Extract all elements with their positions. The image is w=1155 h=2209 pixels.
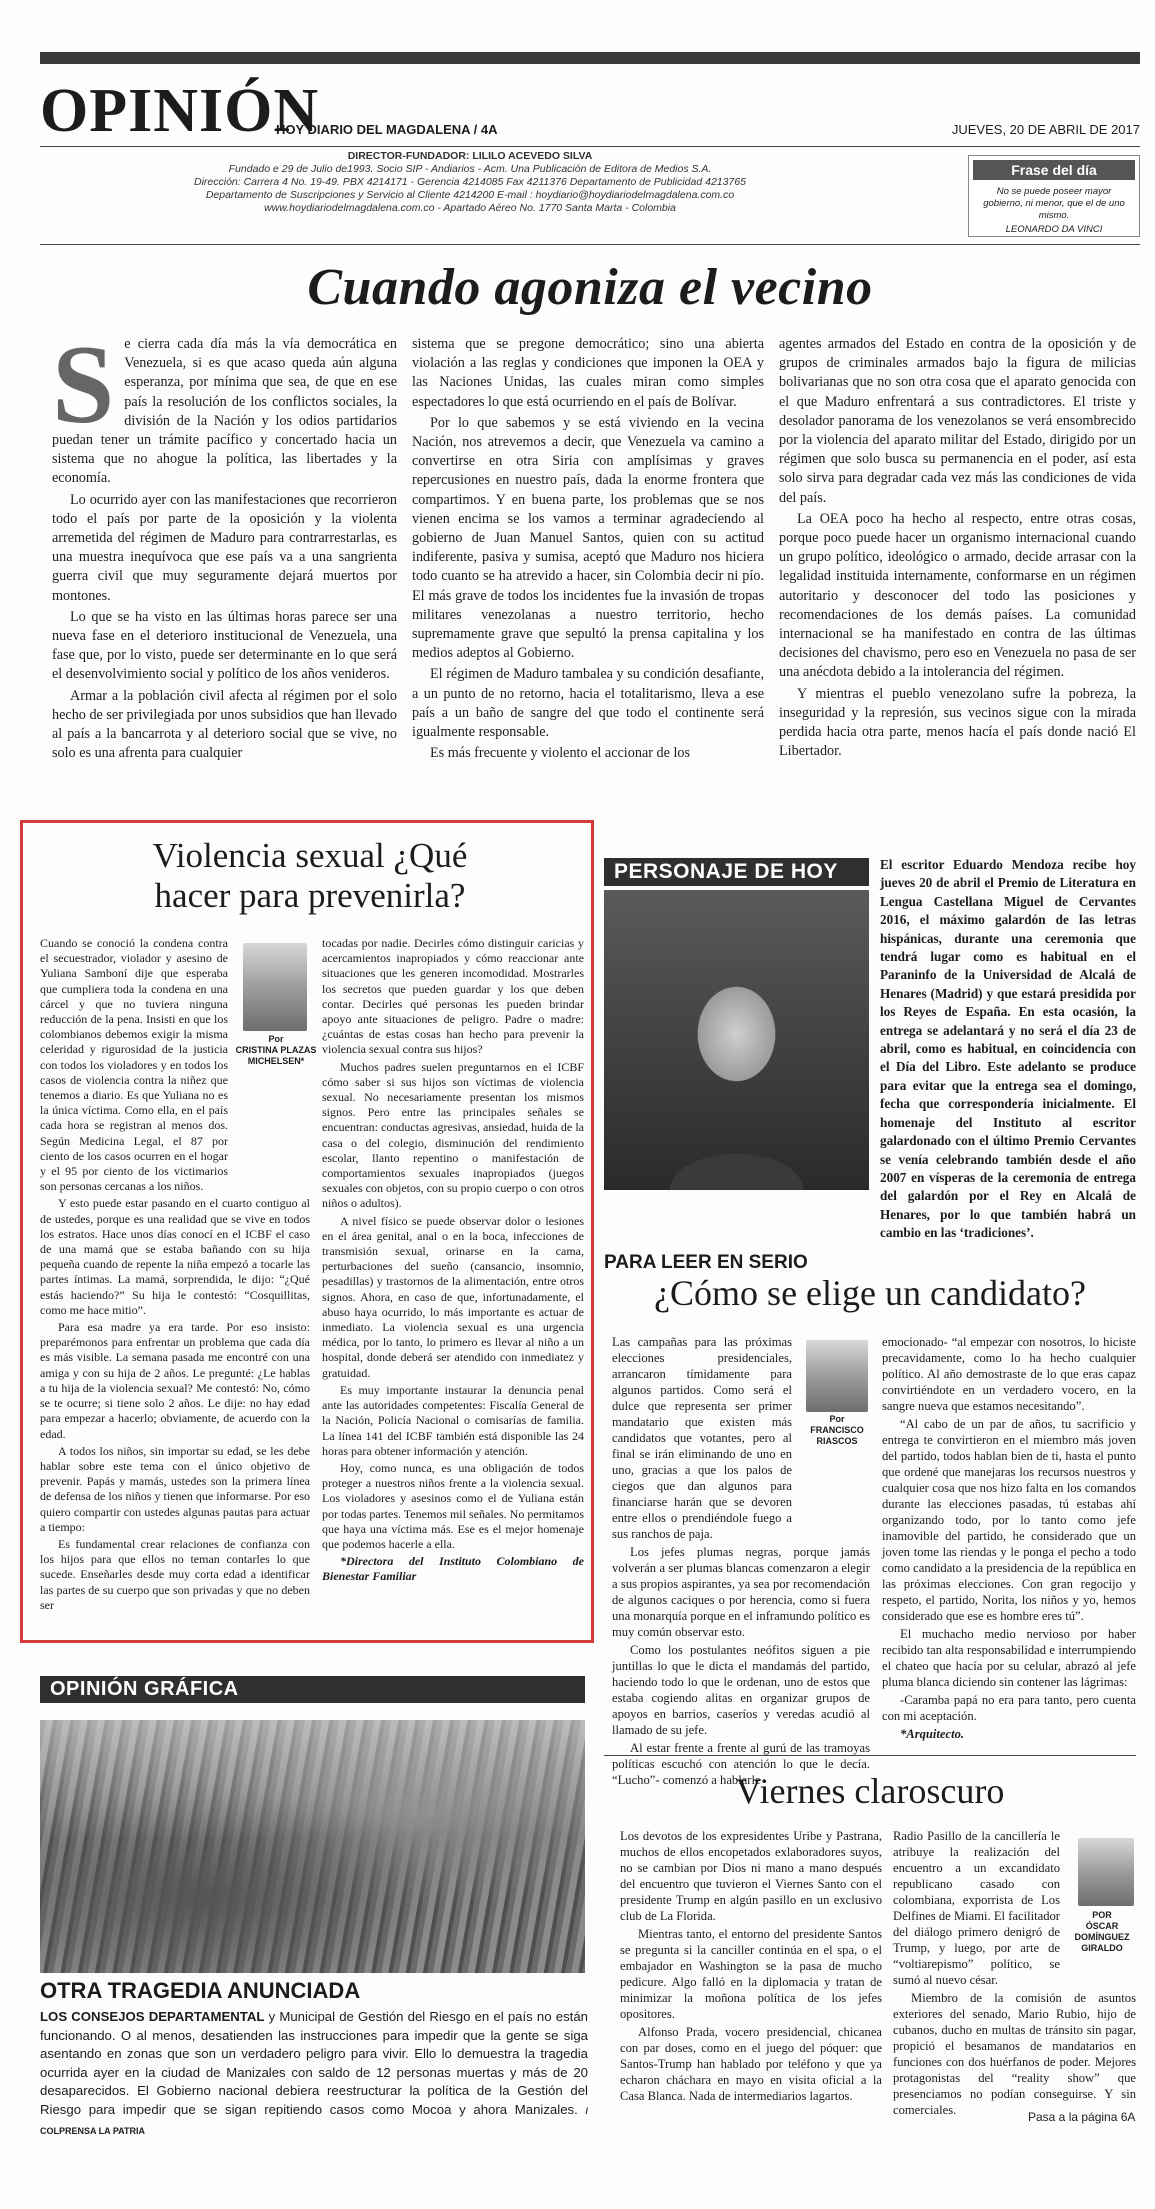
masthead	[40, 78, 1140, 144]
paragraph: Los devotos de los expresidentes Uribe y Pastrana, muchos de ellos encopetados exlaboradores suyos, no se cambian por Dios ni mano a mano después del encuentro que tuvieron el Viernes Santo con el presidente Trump en algún pasillo en un exclusivo club de La Florida.	[620, 1829, 882, 1923]
header-rule	[40, 244, 1140, 245]
credits-line-4: www.hoydiariodelmagdalena.com.co - Apartado Aéreo No. 1770 Santa Marta - Colombia	[264, 202, 676, 214]
editorial-col-2	[412, 335, 764, 765]
paragraph: Por lo que sabemos y se está viviendo en la vecina Nación, nos atrevemos a decir, que Venezuela va camino a convertirse en otra Siria con amplísimas y graves repercusiones en nuestro país, dada la enorme frontera que compartimos. Y en buena parte, los problemas que se nos vienen encima se los vamos a terminar agradeciendo al gobierno de Juan Manuel Santos, quien con su actitud indiferente, pasiva y sumisa, aceptó que Maduro nos hiciera todo cuanto se ha atrevido a hacer, sin Colombia decir ni pío. El más grave de todos los incidentes fue la invasión de tropas militares venezolanas a nuestro territorio, hecho supremamente grave que sepultó la prensa capitalina y los medios adeptos al Gobierno.	[412, 414, 764, 662]
paragraph: Para esa madre ya era tarde. Por eso insisto: preparémonos para enfrentar un problema que cada día es más visible. La semana pasada me encontré con una amiga y con su hija de 2 años. Le pregunté: ¿Le hablas a tu hija de la violencia sexual? Me contestó: No, cómo se te ocurre; si tiene solo 2 años. Le dije: no hay edad para empezar a hacerlo; obviamente, de acuerdo con la edad.	[40, 1320, 310, 1441]
paragraph: e cierra cada día más la vía democrática en Venezuela, si es que acaso queda aún alguna esperanza, por mínima que sea, de que en ese país la resolución de los conflictos sociales, la división de la Nación y los odios partidarios puedan tener un trámite pacífico y concertado hacia un sistema que no ahogue la política, las libertades y la economía.	[52, 336, 397, 487]
paragraph: Y esto puede estar pasando en el cuarto contiguo al de ustedes, porque es una realidad que se vive en todos los estratos. Hace unos días conocí en el ICBF el caso de una mamá que se estaba bañando con su hija pequeña cuando de repente la niña empezó a tocarle las partes íntimas. La mamá, sorprendida, le dijo: “¿Qué estás haciendo?” Su hija le contestó: “Cosquillitas, como me hace mitio”.	[40, 1196, 310, 1317]
paragraph	[40, 2008, 588, 2140]
byline-por: Por	[268, 1034, 284, 1044]
issue-date: JUEVES, 20 DE ABRIL DE 2017	[951, 122, 1140, 137]
section-title: OPINIÓN	[40, 77, 320, 145]
paragraph: Es muy importante instaurar la denuncia penal ante las autoridades competentes: Fiscalía General de la Nación, Policía Nacional o comisarías de familia. La línea 141 del ICBF también está disponible las 24 horas para obtener información y atención.	[322, 1382, 584, 1458]
paragraph: A nivel físico se puede observar dolor o lesiones en el área genital, anal o en la boca, infecciones de transmisión sexual, orinarse en la cama, perturbaciones del sueño (cansancio, insomnio, pesadillas) y trastornos de la alimentación, entre otros signos. Ahora, en caso de que, infortunadamente, el abuso haya ocurrido, lo más importante es actuar de inmediato. La violencia sexual es una urgencia médica, por lo tanto, lo primero es llevar al niño a un hospital, donde deberá ser atendido con inmediatez y gratuidad.	[322, 1213, 584, 1380]
paragraph: La OEA poco ha hecho al respecto, entre otras cosas, porque poco puede hacer un organismo internacional cuando un grupo político, ideológico o armado, decide arrasar con la legalidad instituida internamente, conformarse en un régimen autoritario y desconocer del todo las posiciones y recomendaciones de los demás países. La comunidad internacional se ha manifestado en contra de las últimas decisiones del chavismo, pero eso en Venezuela no pasa de ser una anécdota debido a la intolerancia del régimen.	[779, 510, 1136, 681]
grafica-title: OTRA TRAGEDIA ANUNCIADA	[40, 1978, 361, 2003]
credits-line-3: Departamento de Suscripciones y Servicio al Cliente 4214200 E-mail : hoydiario@hoydiariodelmagdalena.com.co	[205, 189, 735, 201]
paragraph: A todos los niños, sin importar su edad, se les debe hablar sobre este tema con el único objetivo de prevenir. Papás y mamás, ustedes son la primera línea de defensa de los niños y tienen que informarse. Por eso quiero compartir con ustedes algunas pautas para actuar a tiempo:	[40, 1443, 310, 1534]
viernes-col-2	[893, 1828, 1136, 2120]
director-line: DIRECTOR-FUNDADOR: LILILO ACEVEDO SILVA	[347, 150, 593, 162]
paragraph: El régimen de Maduro tambalea y su condición desafiante, a un punto de no retorno, hacia el totalitarismo, lleva a ese país a un baño de sangre del que todo el continente será igualmente responsable.	[412, 666, 764, 741]
quote-text: No se puede poseer mayor gobierno, ni menor, que el de uno mismo.	[983, 186, 1125, 221]
paragraph: El muchacho medio nervioso por haber recibido tan alta responsabilidad e interrumpiendo el chateo que hacía por su celular, abrazó al jefe pluma blanca diciendo sin contener las lágrimas:	[882, 1627, 1136, 1689]
footnote: *Arquitecto.	[900, 1727, 965, 1741]
candidato-kicker: PARA LEER EN SERIO	[604, 1252, 808, 1273]
credits-line-2: Dirección: Carrera 4 No. 19-49. PBX 4214171 - Gerencia 4214085 Fax 4211376 Departamento de Publicidad 4213765	[194, 176, 746, 188]
viernes-rule	[604, 1755, 1136, 1756]
byline-name: ÓSCAR DOMÍNGUEZ GIRALDO	[1074, 1921, 1130, 1953]
editorial-title: Cuando agoniza el vecino	[307, 259, 873, 316]
editorial-col-3	[779, 335, 1136, 763]
paragraph: agentes armados del Estado en contra de la oposición y de grupos de criminales armados bajo la figura de milicias bolivarianas que no son otra cosa que el aparato genocida con el que Maduro enfrentará a sus contradictores. El triste y desolador panorama de los venezolanos se verá ensombrecido por la violencia del aparato militar del Estado, dirigido por un régimen que solo busca su permanencia en el poder, así esta solo sirva para degradar cada vez más las condiciones de vida del país.	[779, 336, 1136, 506]
paragraph: El escritor Eduardo Mendoza recibe hoy jueves 20 de abril el Premio de Literatura en Lengua Castellana Miguel de Cervantes 2016, el máximo galardón de las letras hispánicas, durante una ceremonia que tendrá lugar como es habitual en el Paraninfo de la Universidad de Alcalá de Henares (Madrid) y que estará presidida por los Reyes de España. En esta ocasión, la entrega se adelantará y no será el día 23 de abril, como es habitual, en coincidencia con el Día del Libro. Este adelanto se produce para evitar que la entrega sea el domingo, fecha que correspondería inicialmente. El homenaje del Instituto al escritor galardonado con el último Premio Cervantes se venía celebrando también desde el año 2007 en vísperas de la ceremonia de entrega del galardón por el Rey en Alcalá de Henares, por lo que también habrá un cambio en las ‘tradiciones’.	[880, 857, 1136, 1241]
grafica-body: y Municipal de Gestión del Riesgo en el país no están funcionando. O al menos, desatienden las instrucciones para impedir que la gente se siga asentando en zonas que son un verdadero peligro para vivir. Ello lo demuestra la tragedia ocurrida ayer en la ciudad de Manizales con saldo de 12 personas muertas y más de 20 desaparecidos. El Gobierno nacional debiera reestructurar la política de la Gestión del Riesgo para impedir que se sigan repitiendo casos como Mocoa y ahora Manizales.	[40, 2009, 589, 2117]
violencia-col-1	[40, 936, 310, 1615]
footnote: *Directora del Instituto Colombiano de Bienestar Familiar	[322, 1554, 584, 1584]
masthead-rule	[40, 146, 1140, 147]
quote-title: Frase del día	[973, 160, 1135, 180]
paragraph: Hoy, como nunca, es una obligación de todos proteger a nuestros niños frente a la violencia sexual. Los violadores y asesinos como el de Yuliana están por todas partes. Tenemos mil señales. No permitamos que haya una víctima más. Ese es el mejor homenaje que podemos hacerle a ella.	[322, 1460, 584, 1551]
viernes-title: Viernes claroscuro	[735, 1771, 1005, 1811]
grafica-text	[40, 2008, 588, 2142]
paragraph: Los jefes plumas negras, porque jamás volverán a ser plumas blancas comenzaron a elegir a sus propios aspirantes, ya sea por recomendación de algunos caciques o por herencia, como si fuera una monarquía porque en el inframundo político es muy común observar esto.	[612, 1545, 870, 1639]
quote-author: LEONARDO DA VINCI	[1005, 224, 1103, 235]
viernes-col-1	[620, 1828, 882, 2106]
candidato-col-1	[612, 1334, 870, 1790]
personaje-label: PERSONAJE DE HOY	[604, 858, 869, 886]
continue-link[interactable]: Pasa a la página 6A	[1028, 2110, 1136, 2124]
byline-por: POR	[1092, 1910, 1112, 1920]
paragraph: sistema que se pregone democrático; sino una abierta violación a las reglas y condiciones que imponen la OEA y las Naciones Unidas, las cuales miran como simples espectadores lo que está ocurriendo en el país de Bolívar.	[412, 336, 764, 410]
candidato-col-2	[882, 1334, 1136, 1744]
editorial-col-1	[52, 323, 397, 765]
violencia-title-line-1: Violencia sexual ¿Qué	[152, 836, 468, 875]
credits-block	[120, 150, 820, 215]
paragraph: -Caramba papá no era para tanto, pero cuenta con mi aceptación.	[882, 1693, 1136, 1723]
tragedy-photo	[40, 1720, 585, 1973]
paragraph: Lo que se ha visto en las últimas horas parece ser una nueva fase en el deterioro institucional de Venezuela, una fase que, por lo visto, puede ser determinante en lo que será el desenvolvimiento social y político de los años venideros.	[52, 608, 397, 683]
paragraph: Miembro de la comisión de asuntos exteriores del senado, Mario Rubio, hijo de cubanos, ducho en multas de tránsito sin pagar, propició el besamanos de mandatarios en funciones con dos huérfanos de poder. Mejores protagonistas del “reality show” que presenciamos no podían conseguirse. Y sin comerciales.	[893, 1991, 1136, 2117]
paragraph: “Al cabo de un par de años, tu sacrificio y entrega te convirtieron en el miembro más joven del partido, todos hablan bien de ti, hasta el punto que ordené que manejaras los recursos nuestros y cualquier cosa que nos hizo falta en los comandos durante las elecciones pasadas, tú estabas ahí organizando todo, por lo tanto como jefe inamovible del partido, he considerado que un joven tome las riendas y le ponga el pecho a todo como candidato a la presidencia de la república en las próximas elecciones. Con gran regocijo y respeto, el partido, Norita, los niños y yo, hemos considerado que ese es hombre eres tú”.	[882, 1417, 1136, 1623]
grafica-credit: / COLPRENSA LA PATRIA	[40, 2105, 588, 2136]
grafica-lead: LOS CONSEJOS DEPARTAMENTAL	[40, 2009, 265, 2024]
violencia-title-line-2: hacer para prevenirla?	[154, 876, 466, 915]
paragraph: Muchos padres suelen preguntarnos en el ICBF cómo saber si sus hijos son víctimas de violencia sexual. No necesariamente presentan los mismos signos. Pero entre las principales señales se encuentran: conductas agresivas, ansiedad, huida de la casa o del colegio, disminución del rendimiento escolar, llanto repentino o manifestación de comportamientos sexuales inapropiados (juegos sexuales con objetos, con su propio cuerpo o con otros niños o adultos).	[322, 1059, 584, 1211]
credits-line-1: Fundado e 29 de Julio de1993. Socio SIP - Andiarios - Acm. Una Publicación de Editora de Medios S.A.	[228, 163, 712, 175]
paragraph: Es fundamental crear relaciones de confianza con los hijos para que ellos no teman contarles lo que sucede. Enseñarles desde muy corta edad a identificar las partes de su cuerpo que son privadas y que no deben ser	[40, 1536, 310, 1612]
byline-por: Por	[829, 1414, 845, 1424]
paragraph: Es más frecuente y violento el accionar de los	[430, 745, 691, 762]
personaje-text	[880, 856, 1136, 1245]
paragraph: tocadas por nadie. Decirles cómo distinguir caricias y acercamientos inapropiados y cómo reaccionar ante situaciones que les generen incomodidad. Mostrarles los secretos que pueden guardar y los que deben contar. Decirles qué personas les pueden brindar apoyo ante situaciones de peligro. Padre o madre: ¿cuántas de estas cosas han hecho para prevenir la violencia sexual contra sus hijos?	[322, 936, 584, 1057]
violencia-col-2	[322, 936, 584, 1587]
personaje-photo	[604, 890, 869, 1190]
top-bar	[40, 52, 1140, 64]
paragraph: Alfonso Prada, vocero presidencial, chicanea con par doses, como en el juego del póquer: que Santos-Trump han hablado por teléfono y que ya echaron cháchara en mayo en visita oficial a la Casa Blanca. Nada de intermediarios lagartos.	[620, 2025, 882, 2103]
paragraph: Cuando se conoció la condena contra el secuestrador, violador y asesino de Yuliana Samboní dije que esperaba que cumpliera toda la condena en una cárcel y que no tuviera ninguna reducción de la pena. Insisti en que los colombianos debemos exigir la misma celeridad y rigurosidad de la justicia con todos los violadores y en todos los casos de violencia contra la niñez que tenemos a diario. Es que Yuliana no es la única víctima. Como ella, en el país cada hora se registran al menos dos. Según Medicina Legal, el 87 por ciento de los casos ocurren en el hogar y el 95 por ciento de los victimarios son personas cercanas a los niños.	[40, 936, 228, 1194]
grafica-label: OPINIÓN GRÁFICA	[40, 1676, 585, 1703]
byline-name: CRISTINA PLAZAS MICHELSEN*	[235, 1045, 317, 1066]
paragraph: Al estar frente a frente al gurú de las tramoyas políticas escuchó con atención lo que le decía. “Lucho”- comenzó a hablarle	[612, 1741, 870, 1787]
drop-cap: S	[52, 323, 115, 447]
candidato-title: ¿Cómo se elige un candidato?	[654, 1273, 1086, 1313]
paragraph: Lo ocurrido ayer con las manifestaciones que recorrieron todo el país por parte de la oposición y la violenta arremetida del régimen de Maduro para contrarrestarlas, es una muestra inequívoca que ese país va a una sangrienta guerra civil que muy seguramente dejará muertos por montones.	[52, 491, 397, 604]
paragraph: Armar a la población civil afecta al régimen por el solo hecho de ser privilegiada por unos subsidios que han llevado al país a la bancarrota y al deterioro social que se vive, no solo es una afrenta para cualquier	[52, 687, 397, 762]
paragraph: Como los postulantes neófitos siguen a pie juntillas lo que le dicta el mandamás del partido, haciendo todo lo que le ordenan, uno de estos que estaba cogiendo alitas en organizar grupos de apoyos en barrios, caseríos y veredas acudió al llamado de su jefe.	[612, 1643, 870, 1737]
paragraph: emocionado- “al empezar con nosotros, lo hiciste precavidamente, como lo ha hecho cualquier político. Al año demostraste de lo que eras capaz convirtiéndote en un verdadero vocero, en la sangre nueva que estamos necesitando”.	[882, 1335, 1136, 1413]
paragraph: Radio Pasillo de la cancillería le atribuye la realización del encuentro a un excandidato republicano casado con colombiana, exporrista de Los Delfines de Miami. El facilitador del diálogo primero denigró de Trump, y luego, por arte de “voltiarepismo” político, se sumó al nuevo césar.	[893, 1829, 1060, 1987]
paragraph: Y mientras el pueblo venezolano sufre la pobreza, la inseguridad y la represión, sus vecinos sigue con la mirada perdida hacia otra parte, menos hacía el país donde nació El Libertador.	[779, 685, 1136, 760]
paragraph: Mientras tanto, el entorno del presidente Santos se pregunta si la canciller continúa en el spa, o el embajador en Washington se la pasa de mucho pedicure. Algo falló en la diplomacia y tratan de minimizar la moñona política de los jefes opositores.	[620, 1927, 882, 2021]
violencia-title	[40, 836, 580, 916]
paragraph: Las campañas para las próximas elecciones presidenciales, arrancaron tímidamente para algunos partidos. Como será el dulce que representa ser primer mandatario que existen más candidatos que votantes, pero al final se irán eliminando de uno en uno, gracias a que los palos de ciegos que dan algunos para financiarse harán que se devoren entre ellos o prendiéndole fuego a sus ranchos de paja.	[612, 1335, 792, 1541]
quote-of-the-day	[968, 155, 1140, 237]
paper-name: HOY DIARIO DEL MAGDALENA / 4A	[276, 122, 498, 137]
byline-name: FRANCISCO RIASCOS	[810, 1425, 864, 1446]
